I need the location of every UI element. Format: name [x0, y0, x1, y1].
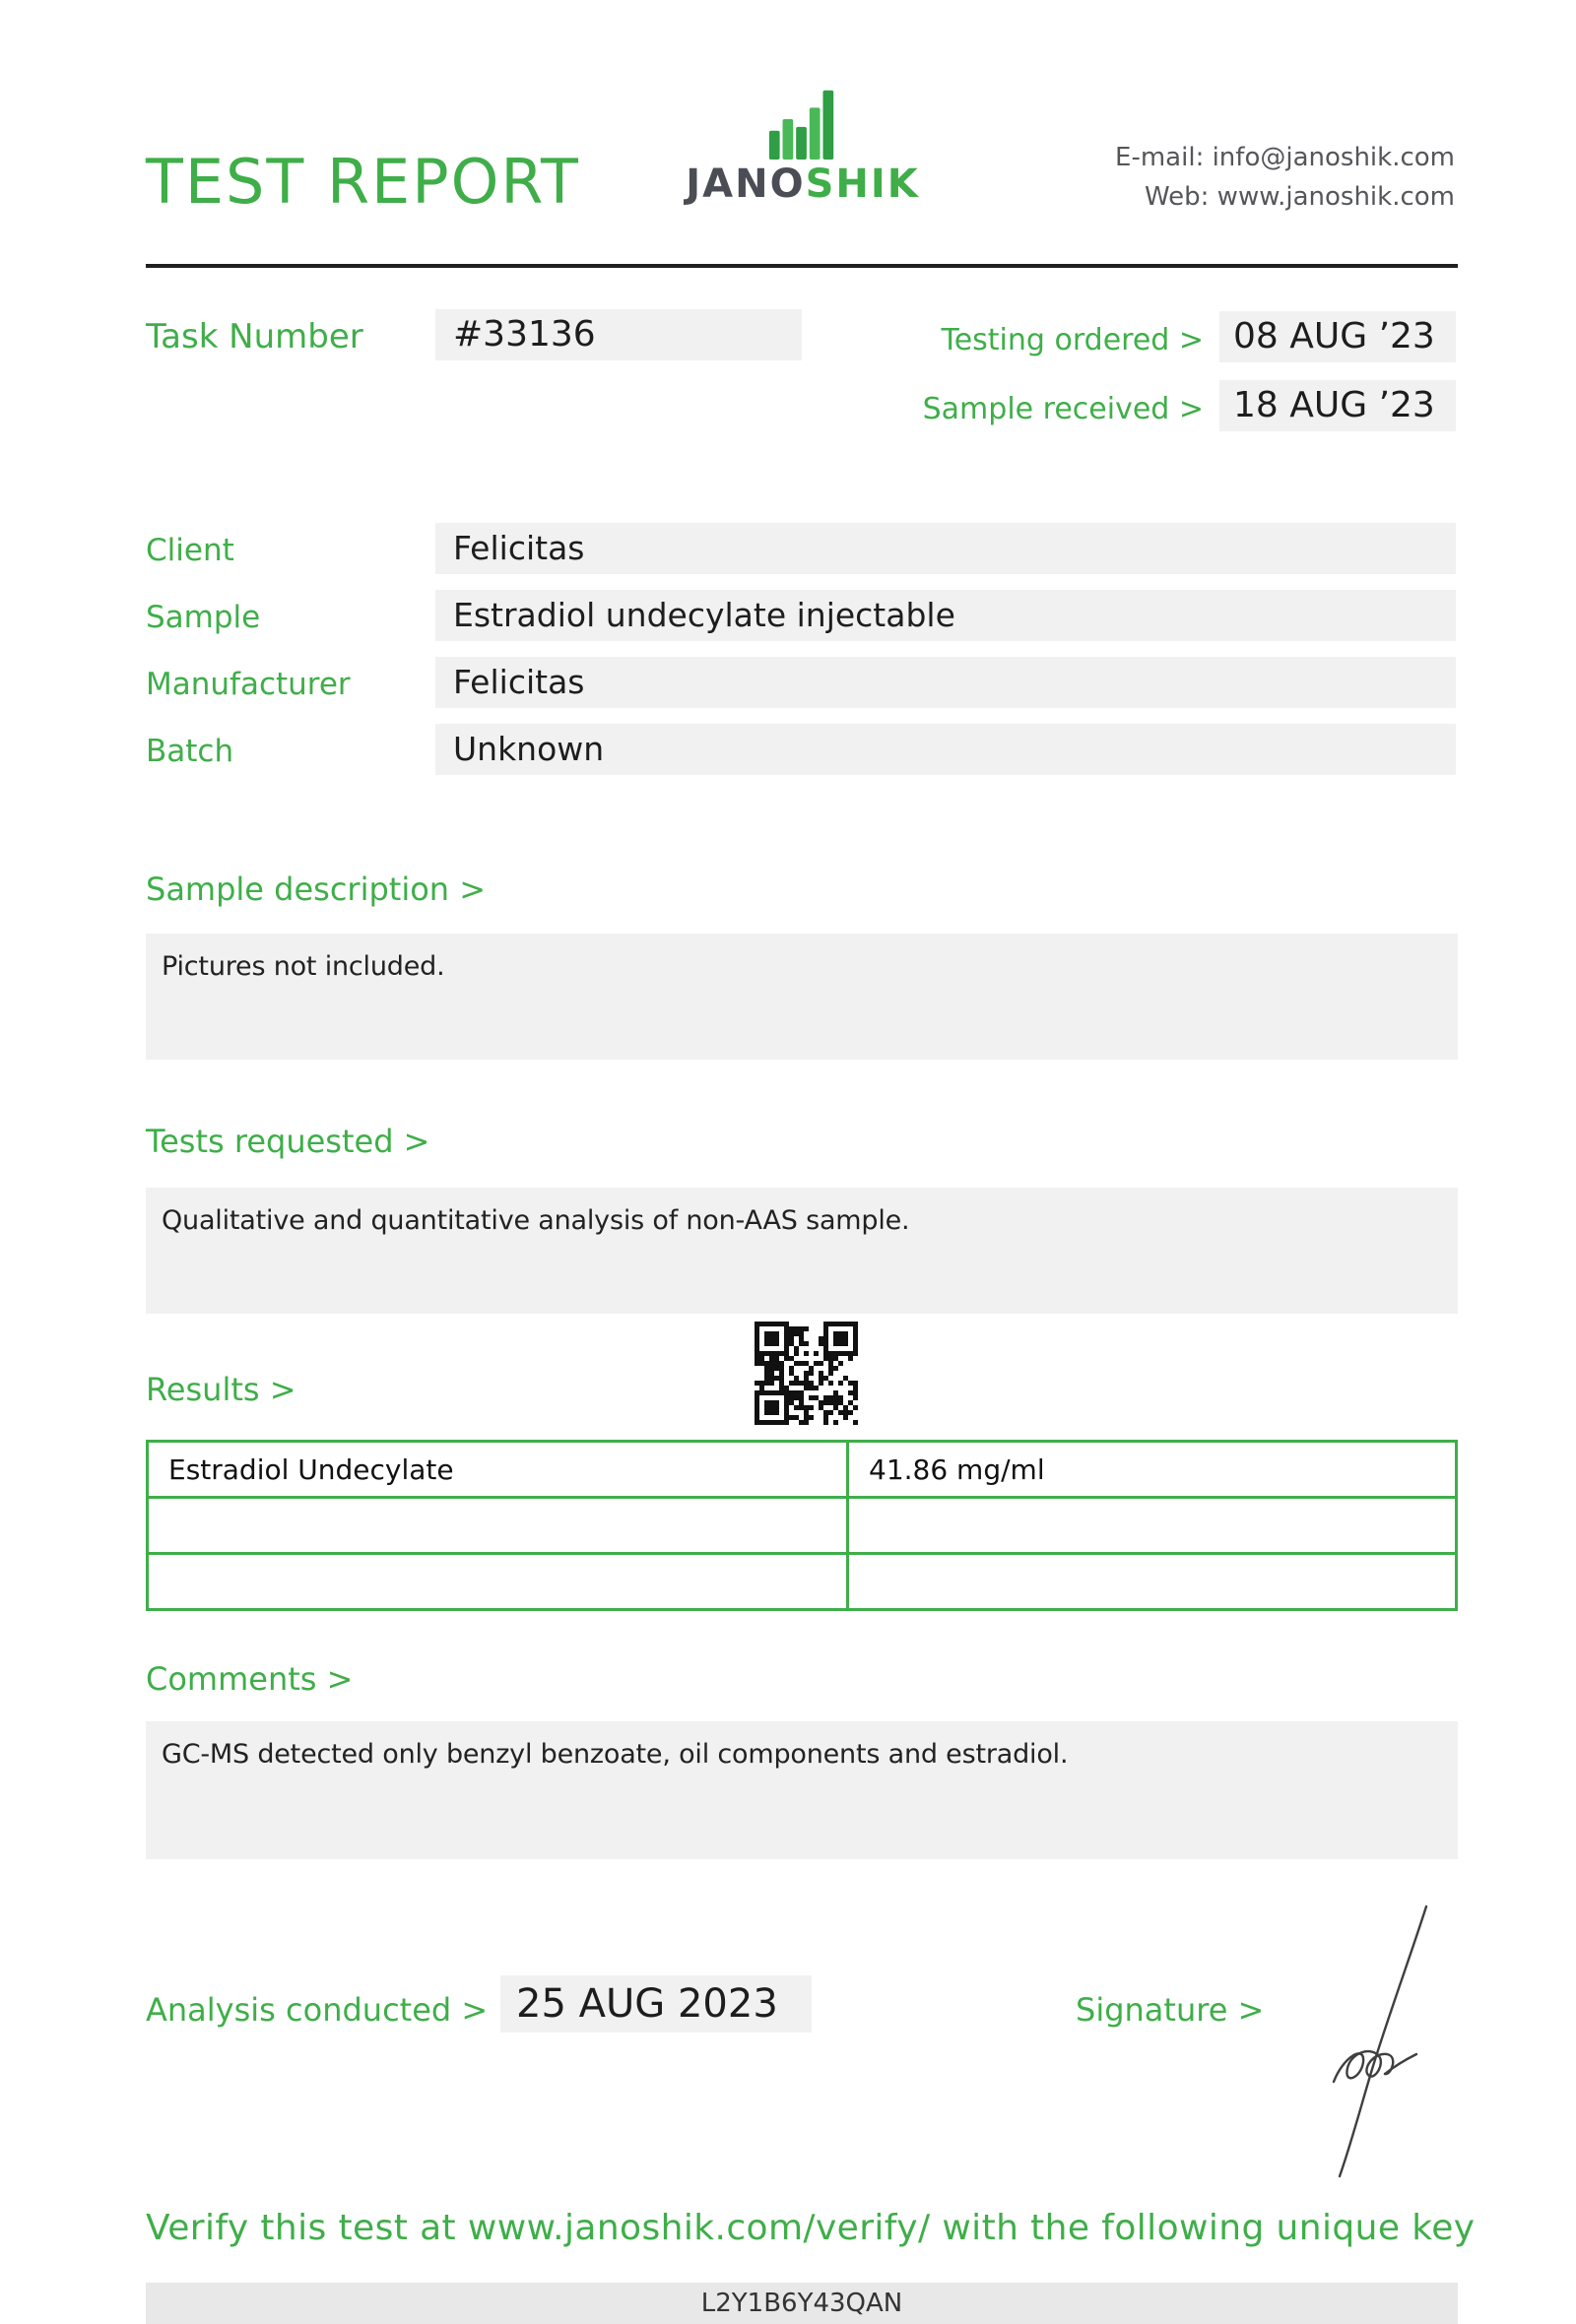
page-title: TEST REPORT	[146, 146, 580, 218]
tests-requested-box: Qualitative and quantitative analysis of non-AAS sample.	[146, 1188, 1458, 1314]
contact-email: E-mail: info@janoshik.com	[1115, 143, 1455, 172]
table-row	[148, 1554, 1457, 1610]
analyte-cell	[148, 1498, 848, 1554]
table-row	[148, 1498, 1457, 1554]
comments-box: GC-MS detected only benzyl benzoate, oil components and estradiol.	[146, 1721, 1458, 1859]
manufacturer-value: Felicitas	[435, 657, 1456, 708]
logo-word-dark: JANO	[686, 161, 806, 207]
bar-chart-logo-icon	[764, 83, 841, 160]
client-value: Felicitas	[435, 523, 1456, 574]
verify-text: Verify this test at www.janoshik.com/verify/ with the following unique key	[146, 2208, 1476, 2248]
testing-ordered-value: 08 AUG ’23	[1219, 311, 1456, 362]
unique-key-bar: L2Y1B6Y43QAN	[146, 2283, 1458, 2324]
manufacturer-label: Manufacturer	[146, 667, 351, 702]
sample-received-value: 18 AUG ’23	[1219, 380, 1456, 431]
analyte-cell	[148, 1554, 848, 1610]
analyte-cell: Estradiol Undecylate	[148, 1442, 848, 1498]
signature-image	[1300, 1899, 1448, 2184]
contact-info	[1115, 138, 1455, 217]
logo-wordmark	[680, 161, 926, 207]
contact-web: Web: www.janoshik.com	[1144, 182, 1455, 212]
testing-ordered-label: Testing ordered >	[941, 323, 1204, 357]
results-table	[146, 1440, 1458, 1611]
logo-word-green: SHIK	[805, 161, 920, 207]
signature-label: Signature >	[1076, 1991, 1265, 2029]
batch-value: Unknown	[435, 724, 1456, 775]
sample-description-heading: Sample description >	[146, 871, 487, 908]
sample-value: Estradiol undecylate injectable	[435, 590, 1456, 641]
client-label: Client	[146, 533, 234, 568]
table-row	[148, 1442, 1457, 1498]
result-cell	[848, 1554, 1457, 1610]
qr-code	[755, 1322, 858, 1425]
janoshik-logo	[680, 83, 926, 207]
tests-requested-heading: Tests requested >	[146, 1123, 430, 1160]
sample-received-label: Sample received >	[922, 392, 1204, 426]
result-cell	[848, 1498, 1457, 1554]
header-divider	[146, 264, 1458, 268]
task-number-label: Task Number	[146, 317, 363, 356]
result-cell: 41.86 mg/ml	[848, 1442, 1457, 1498]
sample-description-box: Pictures not included.	[146, 934, 1458, 1060]
results-heading: Results >	[146, 1371, 296, 1408]
sample-label: Sample	[146, 600, 261, 635]
batch-label: Batch	[146, 734, 234, 769]
task-number-value: #33136	[435, 309, 802, 360]
analysis-conducted-label: Analysis conducted >	[146, 1991, 489, 2029]
analysis-date-value: 25 AUG 2023	[500, 1975, 812, 2033]
comments-heading: Comments >	[146, 1660, 354, 1698]
